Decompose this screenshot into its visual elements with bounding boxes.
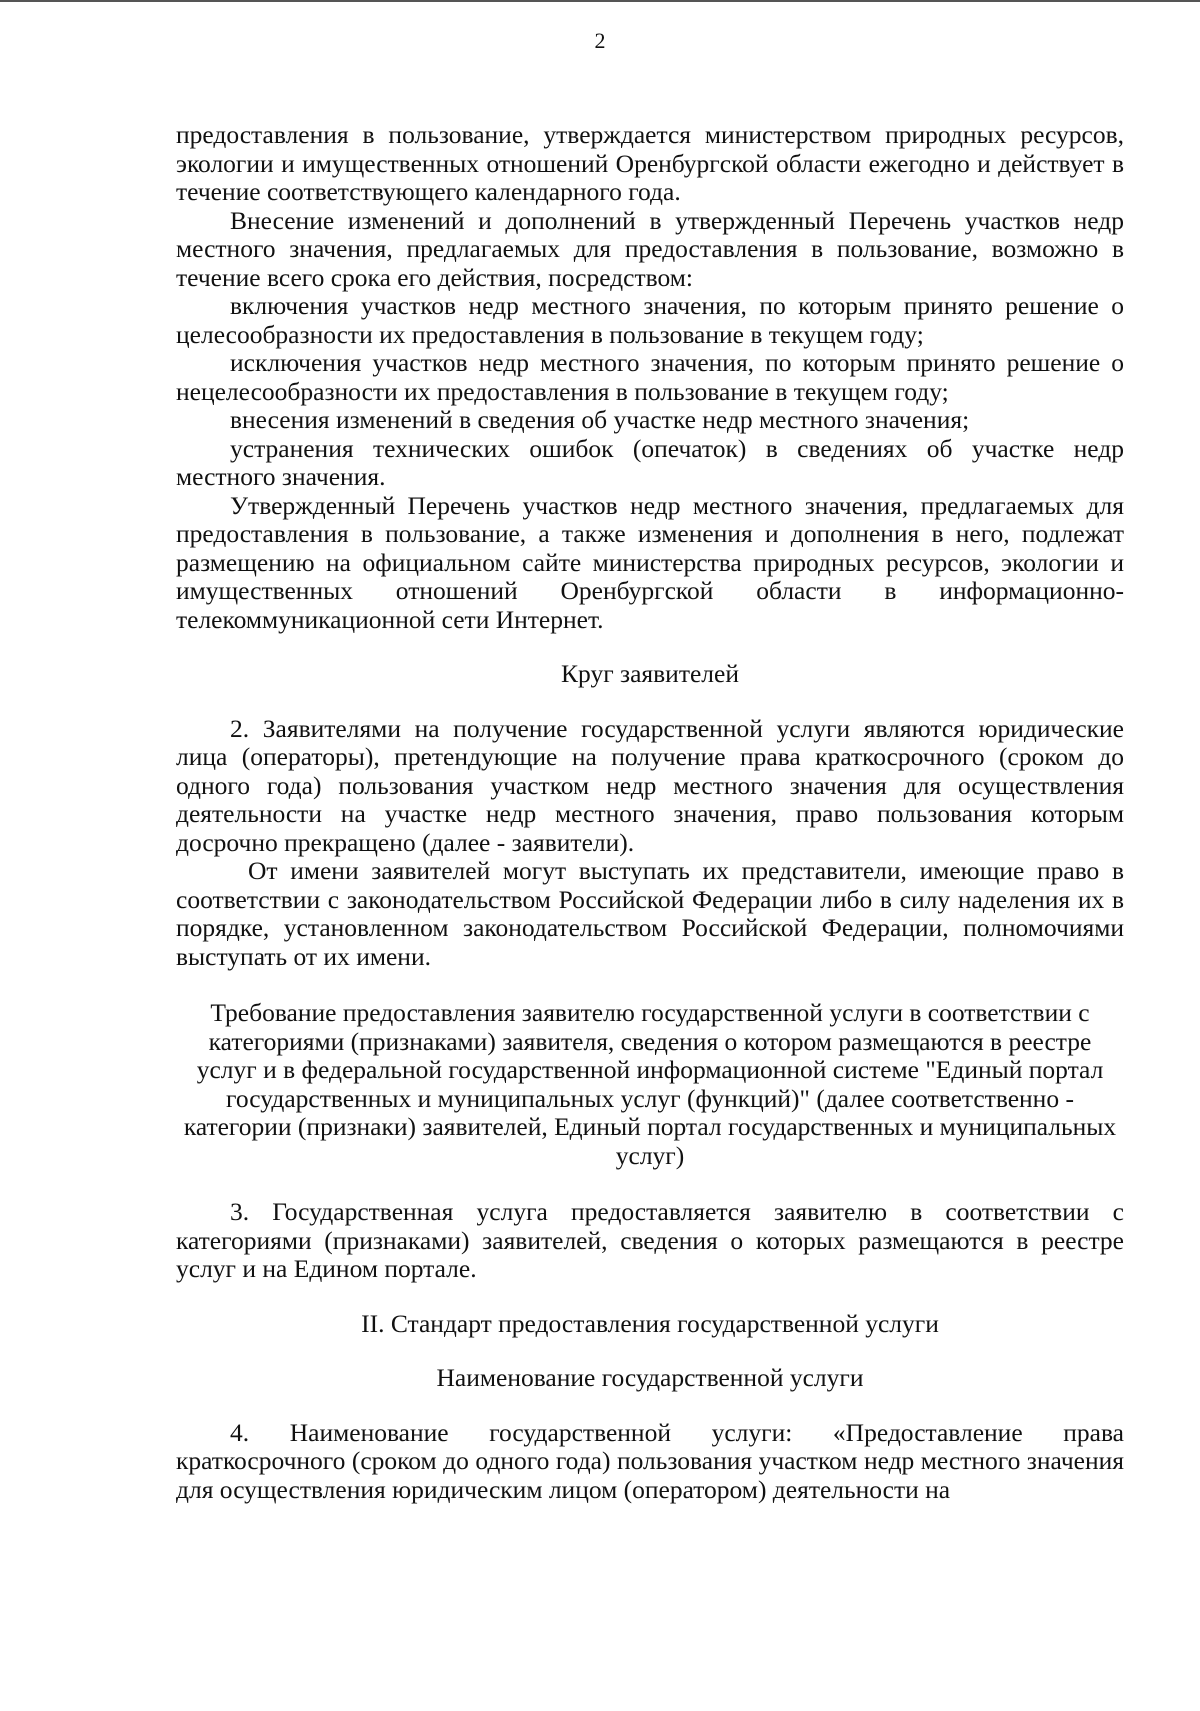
paragraph: внесения изменений в сведения об участке недр местного значения; [230,405,970,434]
paragraph: 4. Наименование государственной услуги: «Предоставление права краткосрочного (сроком до одного года) пользования участком недр местного значения для осуществления юридическим лицом (оператором) деятельности на [176,1417,1124,1504]
paragraph: предоставления в пользование, утверждается министерством природных ресурсов, экологии и имущественных отношений Оренбургской области ежегодно и действует в течение соответствующего календарного года. [176,120,1124,206]
paragraph: От имени заявителей могут выступать их представители, имеющие право в соответствии с законодательством Российской Федерации либо в силу наделения их в порядке, установленном законодательством Российской Федерации, полномочиями выступать от их имени. [176,856,1124,971]
document-body [176,121,1124,1504]
page-number: 2 [594,28,606,53]
section-title: II. Стандарт предоставления государственной услуги [361,1308,939,1338]
paragraph: исключения участков недр местного значения, по которым принято решение о нецелесообразности их предоставления в пользование в текущем году; [176,348,1124,406]
paragraph: Утвержденный Перечень участков недр местного значения, предлагаемых для предоставления в пользование, а также изменения и дополнения в него, подлежат размещению на официальном сайте министерства природных ресурсов, экологии и имущественных отношений Оренбургской области в информационно-телекоммуникационной сети Интернет. [176,490,1124,634]
section-heading-applicants: Круг заявителей [561,659,739,688]
paragraph: Внесение изменений и дополнений в утвержденный Перечень участков недр местного значения, предлагаемых для предоставления в пользование, возможно в течение всего срока его действия, посредством: [176,205,1124,292]
section-heading-service-name: Наименование государственной услуги [436,1363,864,1392]
paragraph: 2. Заявителями на получение государственной услуги являются юридические лица (операторы), претендующие на получение права краткосрочного (сроком до одного года) пользования участком недр местного значения для осуществления деятельности на участке недр местного значения, право пользования которым досрочно прекращено (далее - заявители). [176,713,1124,857]
paragraph: 3. Государственная услуга предоставляется заявителю в соответствии с категориями (признаками) заявителей, сведения о которых размещаются в реестре услуг и на Едином портале. [176,1197,1124,1283]
paragraph: устранения технических ошибок (опечаток) в сведениях об участке недр местного значения. [176,433,1124,491]
scan-top-border [0,0,1200,2]
section-heading-requirement: Требование предоставления заявителю государственной услуги в соответствии с категориями (признаками) заявителя, сведения о котором размещаются в реестре услуг и в федеральной государственной информационной системе "Единый портал государственных и муниципальных услуг (функций)" (далее соответственно - категории (признаки) заявителей, Единый портал государственных и муниципальных услуг) [183,998,1117,1170]
paragraph: включения участков недр местного значения, по которым принято решение о целесообразности их предоставления в пользование в текущем году; [176,291,1124,349]
